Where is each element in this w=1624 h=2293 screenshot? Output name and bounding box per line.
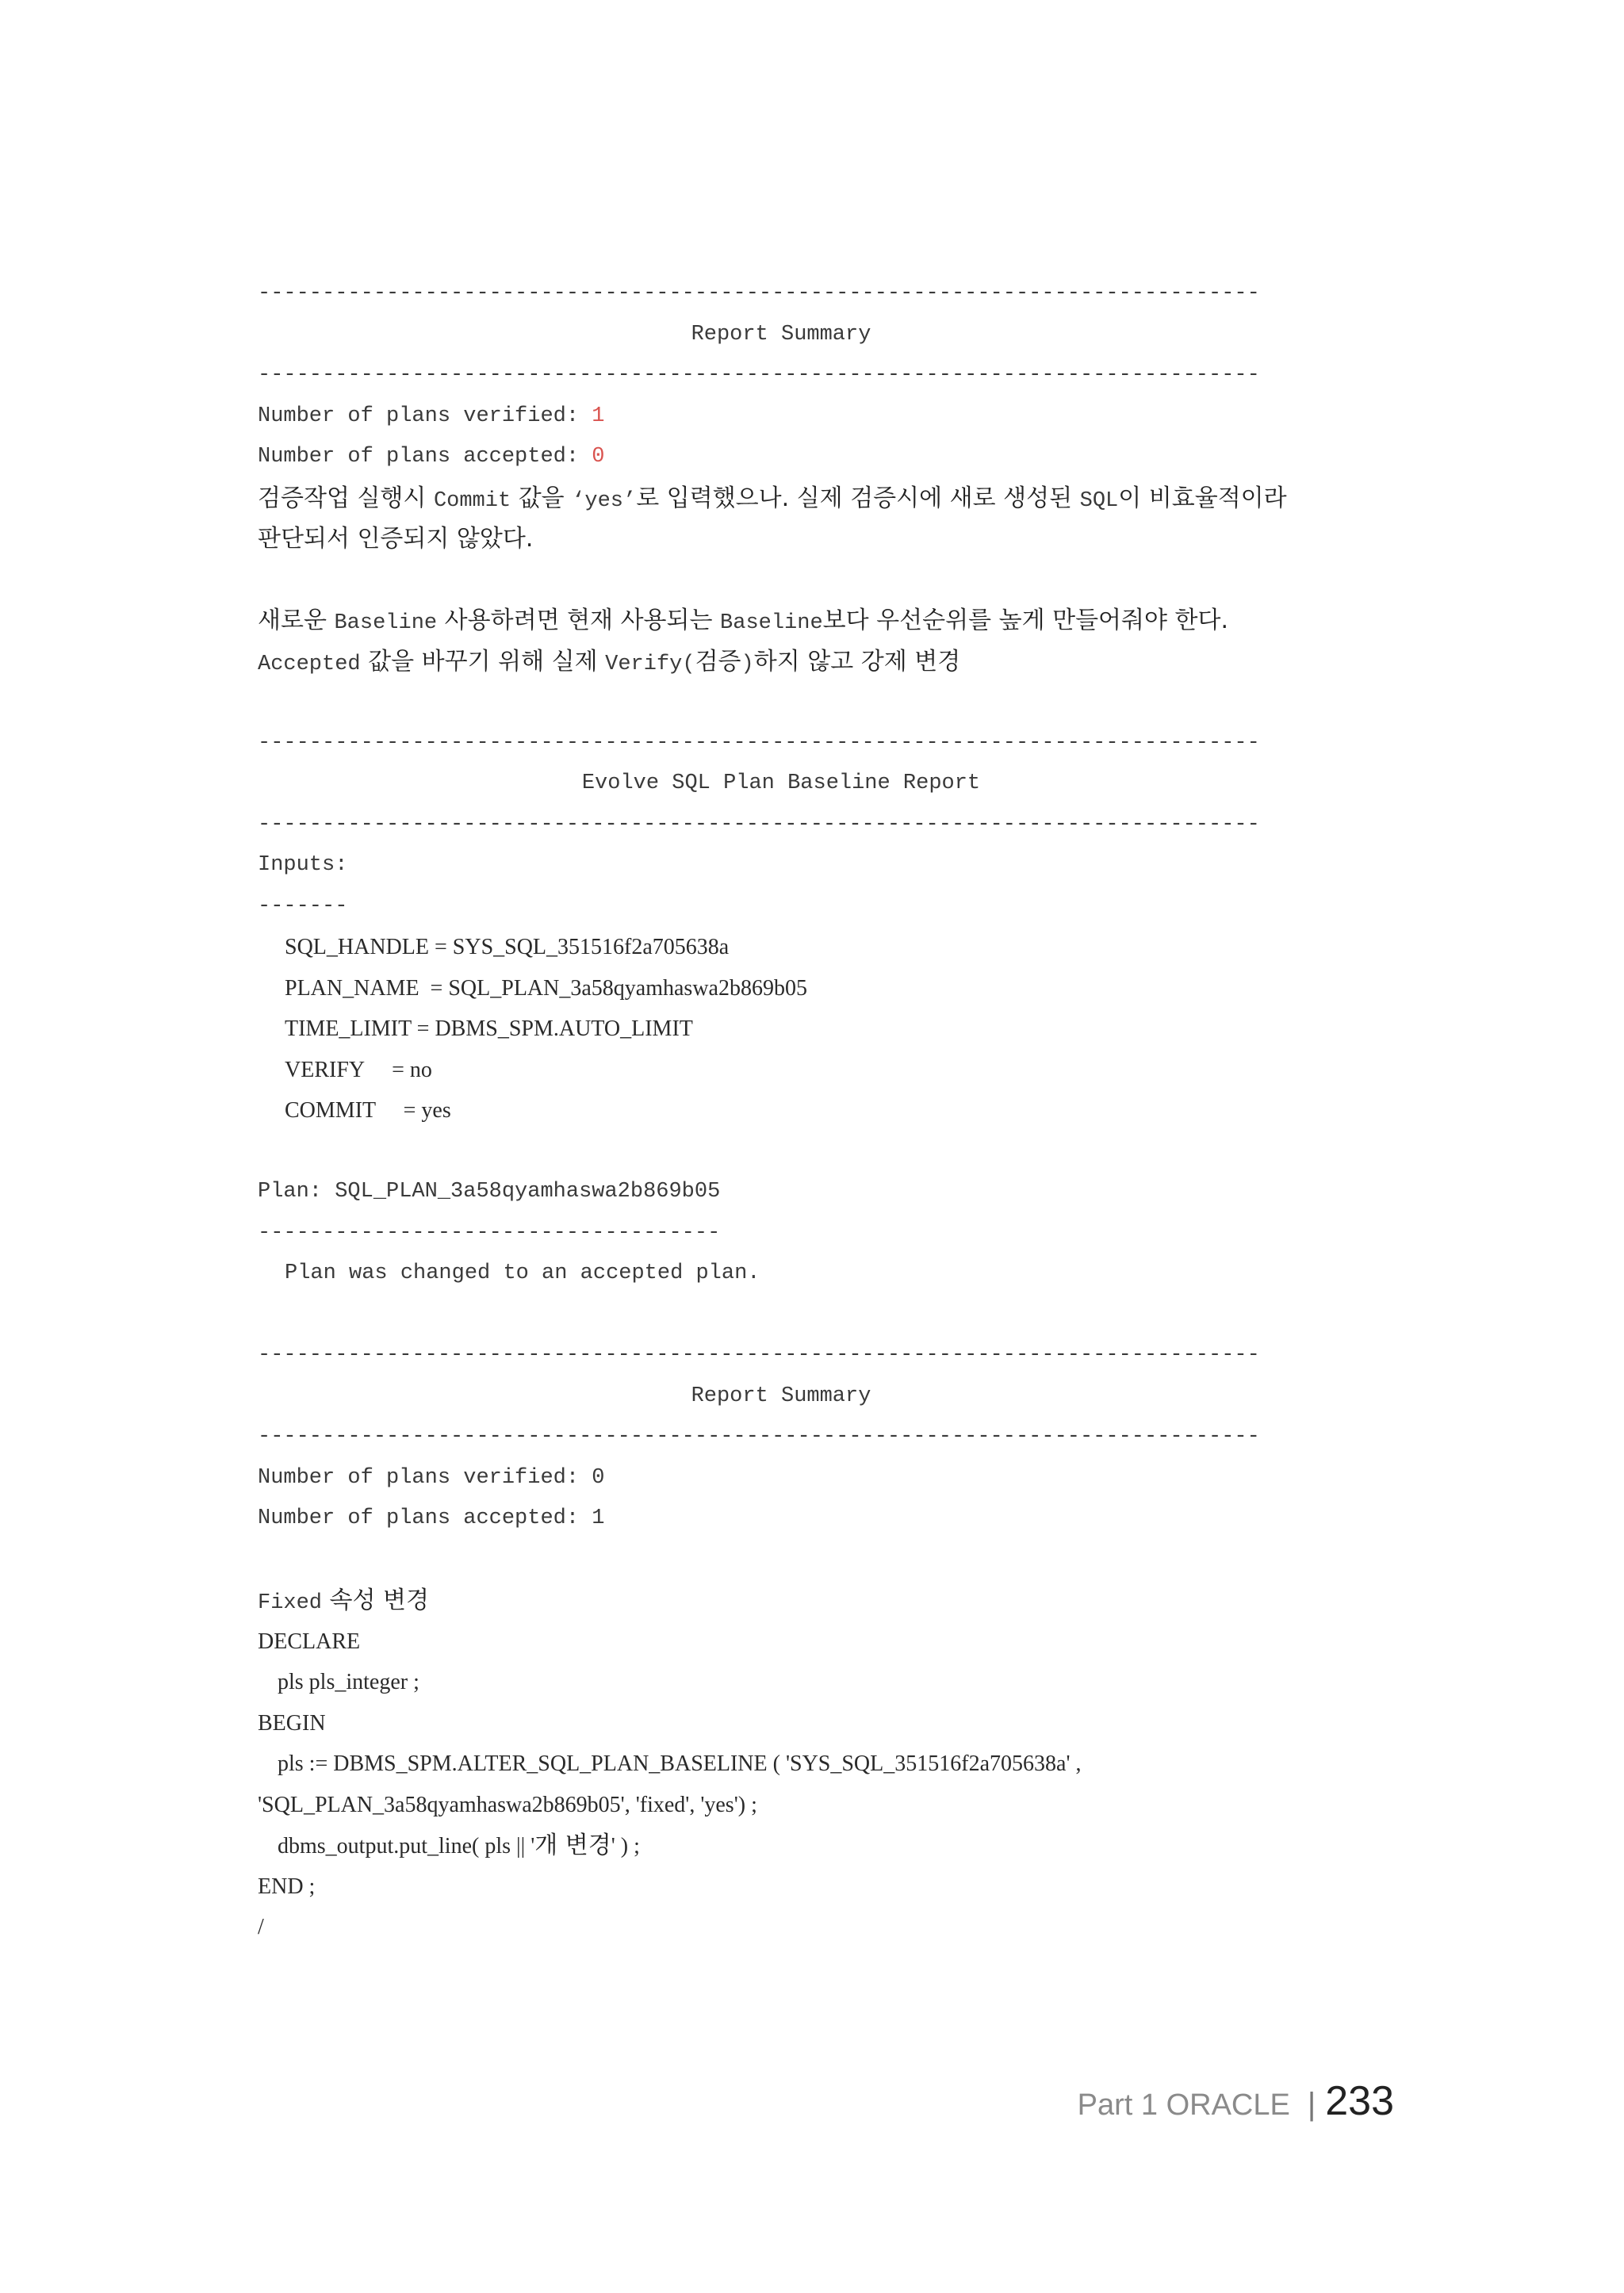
note1-line1 — [258, 478, 1368, 519]
param-sql-handle: SQL_HANDLE = SYS_SQL_351516f2a705638a — [285, 935, 730, 959]
spacer — [258, 1540, 1368, 1581]
spacer — [258, 682, 1368, 723]
footer-part-label: Part 1 ORACLE — [1077, 2088, 1290, 2122]
code-line: END ; — [258, 1874, 316, 1899]
plans-verified-line: Number of plans verified: 0 — [258, 1465, 605, 1490]
note-text: 검증작업 실행시 — [258, 484, 434, 512]
heading-code: Fixed — [258, 1591, 323, 1615]
plans-accepted-line — [258, 437, 1368, 478]
document-body — [258, 274, 1368, 1948]
plans-accepted-label: Number of plans accepted: — [258, 445, 592, 469]
note-code: Verify( — [605, 652, 695, 676]
footer-separator: | — [1307, 2087, 1316, 2122]
divider: ------------------------------------------------------------------------------ — [258, 1425, 1260, 1449]
divider: ------------------------------------------------------------------------------ — [258, 1343, 1260, 1367]
note2-line1 — [258, 600, 1368, 641]
page-number: 233 — [1325, 2078, 1394, 2124]
code-line: / — [258, 1915, 264, 1939]
code-line: pls := DBMS_SPM.ALTER_SQL_PLAN_BASELINE ( 'SYS_SQL_351516f2a705638a' , — [272, 1751, 1082, 1776]
divider: ------------------------------------------------------------------------------ — [258, 281, 1260, 305]
param-time-limit: TIME_LIMIT = DBMS_SPM.AUTO_LIMIT — [285, 1016, 693, 1041]
note-text: 값을 — [511, 484, 573, 512]
plans-accepted-line: Number of plans accepted: 1 — [258, 1506, 605, 1530]
note-code: Accepted — [258, 652, 361, 676]
code-line: DECLARE — [258, 1629, 361, 1654]
note-code: SQL — [1079, 488, 1119, 513]
note2-line2 — [258, 641, 1368, 683]
spacer — [258, 1295, 1368, 1336]
heading-text: 속성 변경 — [322, 1587, 430, 1614]
plan-divider: ------------------------------------ — [258, 1220, 721, 1245]
inputs-divider: ------- — [258, 894, 348, 918]
code-line: pls pls_integer ; — [272, 1670, 419, 1694]
note-text: 이 비효율적이라 — [1118, 484, 1287, 512]
code-korean-text: 개 변경 — [534, 1832, 611, 1859]
note-text: 검증 — [695, 647, 741, 676]
divider: ------------------------------------------------------------------------------ — [258, 730, 1260, 755]
code-text: dbms_output.put_line( pls || ' — [272, 1834, 535, 1859]
param-verify: VERIFY = no — [285, 1057, 432, 1082]
spacer — [258, 560, 1368, 601]
note-text: 로 입력했으나. 실제 검증시에 새로 생성된 — [636, 484, 1080, 512]
code-line: BEGIN — [258, 1710, 326, 1736]
plans-verified-value: 1 — [592, 404, 605, 428]
note-text: 보다 우선순위를 높게 만들어줘야 한다. — [822, 607, 1229, 634]
report-summary-title: Report Summary — [691, 1384, 871, 1408]
spacer — [258, 1131, 1368, 1173]
note-code: ‘yes’ — [572, 488, 637, 513]
param-plan-name: PLAN_NAME = SQL_PLAN_3a58qyamhaswa2b869b05 — [285, 975, 807, 1001]
report-summary-title: Report Summary — [691, 322, 871, 346]
note-code: Baseline — [334, 611, 438, 635]
plans-accepted-value: 0 — [592, 445, 605, 469]
code-line: 'SQL_PLAN_3a58qyamhaswa2b869b05', 'fixed', 'yes') ; — [258, 1792, 757, 1817]
note-text: 값을 바꾸기 위해 실제 — [360, 647, 606, 676]
plans-verified-label: Number of plans verified: — [258, 404, 592, 428]
plans-verified-line — [258, 396, 1368, 438]
note-text: 사용하려면 현재 사용되는 — [437, 607, 721, 634]
plan-message: Plan was changed to an accepted plan. — [285, 1261, 760, 1285]
note-code: Baseline — [720, 611, 823, 635]
note-text: 하지 않고 강제 변경 — [753, 647, 961, 676]
evolve-report-title: Evolve SQL Plan Baseline Report — [581, 771, 981, 795]
page-footer — [1078, 2077, 1394, 2125]
param-commit: COMMIT = yes — [285, 1098, 451, 1123]
plan-label: Plan: SQL_PLAN_3a58qyamhaswa2b869b05 — [258, 1180, 721, 1204]
inputs-label: Inputs: — [258, 853, 348, 877]
fixed-heading — [258, 1580, 1368, 1621]
divider: ------------------------------------------------------------------------------ — [258, 812, 1260, 836]
code-line-put-line — [258, 1825, 1368, 1866]
note-code: Commit — [433, 488, 511, 513]
divider: ------------------------------------------------------------------------------ — [258, 363, 1260, 387]
note-code: ) — [741, 652, 754, 676]
code-text: ' ) ; — [611, 1834, 640, 1859]
note1-line2: 판단되서 인증되지 않았다. — [258, 525, 534, 553]
note-text: 새로운 — [258, 607, 335, 634]
